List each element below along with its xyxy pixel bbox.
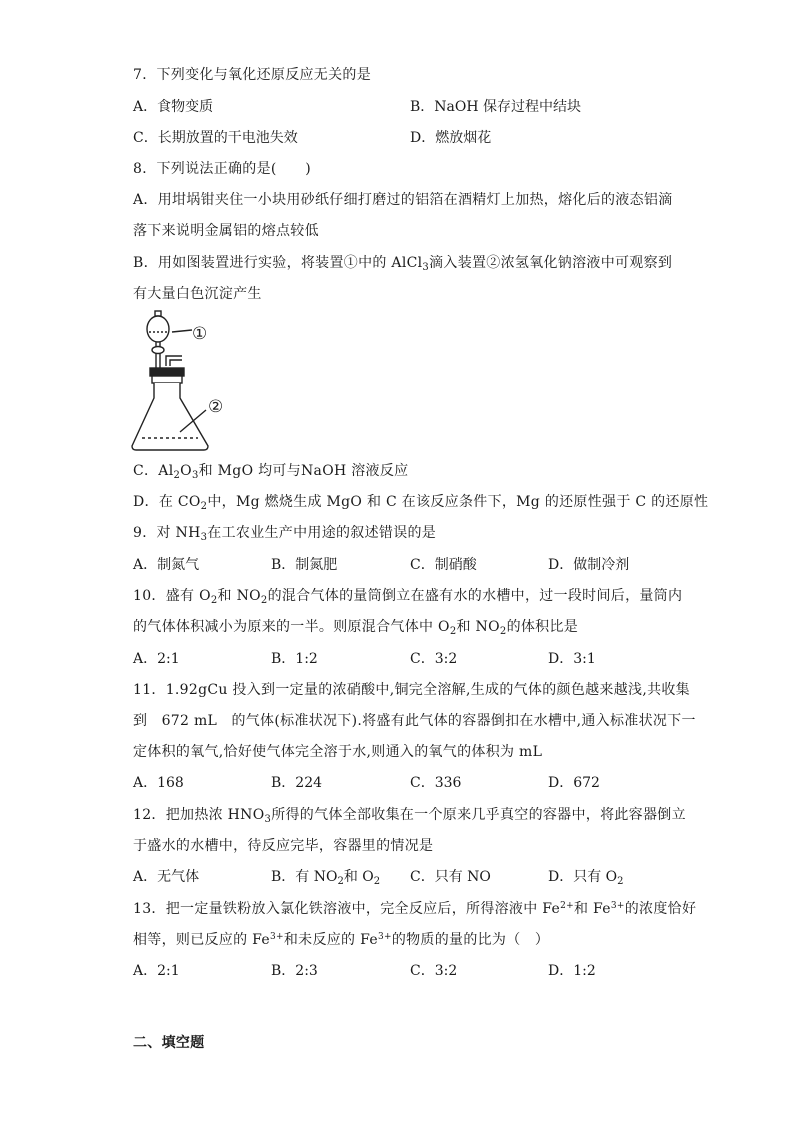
q11-option-c: C．336 [410,775,462,791]
q13-option-b: B．2:3 [271,963,318,979]
q8-option-c: C．$Al_2O_3$和 MgO 均可与NaOH 溶液反应 [133,463,409,481]
q11-stem-line3: 定体积的氧气,恰好使气体完全溶于水,则通入的氧气的体积为 mL [133,744,543,760]
q11-stem-line2: 到 672 mL 的气体(标准状况下).将盛有此气体的容器倒扣在水槽中,通入标准状况下一 [133,713,696,729]
section-heading: 二、填空题 [133,1035,205,1051]
q10-option-a: A．2:1 [133,651,180,667]
q10-option-c: C．3:2 [410,651,458,667]
q10-option-b: B．1:2 [271,651,318,667]
q9-option-d: D．做制冷剂 [548,557,630,573]
figure-label-2: ② [208,397,224,417]
q12-option-c: C．只有 NO [410,869,491,885]
q9-stem: 9．对 $NH_3$在工农业生产中用途的叙述错误的是 [133,525,437,543]
q10-option-d: D．3:1 [548,651,596,667]
q11-option-a: A．168 [133,775,184,791]
q12-stem-line1: 12．把加热浓 $HNO_3$所得的气体全部收集在一个原来几乎真空的容器中，将此容器倒立 [133,807,686,825]
stopcock [152,347,164,354]
q11-option-d: D．672 [548,775,600,791]
q12-stem-line2: 于盛水的水槽中，待反应完毕，容器里的情况是 [133,838,434,854]
q8-option-d: D．在 $CO_2$中，Mg 燃烧生成 MgO 和 C 在该反应条件下，Mg 的还原性强于 C 的还原性 [133,494,709,512]
conical-flask [132,383,208,450]
flask-stopper [150,368,184,376]
q8-option-b-line2: 有大量白色沉淀产生 [133,286,262,302]
q13-stem-line1: 13．把一定量铁粉放入氯化铁溶液中，完全反应后，所得溶液中 $Fe^{2+}$和 $Fe^{3+}$的浓度恰好 [133,901,697,917]
q7-stem: 7．下列变化与氧化还原反应无关的是 [133,67,372,83]
leader-line-1 [172,330,192,332]
q11-stem-line1: 11．1.92gCu 投入到一定量的浓硝酸中,铜完全溶解,生成的气体的颜色越来越浅,共收集 [133,682,690,698]
q8-option-a-line1: A．用坩埚钳夹住一小块用砂纸仔细打磨过的铝箔在酒精灯上加热，熔化后的液态铝滴 [133,192,673,208]
figure-label-1: ① [192,324,208,344]
q7-option-b: B．NaOH 保存过程中结块 [410,99,582,115]
q10-stem-line1: 10．盛有 $O_2$和 $NO_2$的混合气体的量筒倒立在盛有水的水槽中，过一段时间后，量筒内 [133,588,683,606]
q11-option-b: B．224 [271,775,323,791]
q9-option-b: B．制氮肥 [271,557,338,573]
q9-option-c: C．制硝酸 [410,557,477,573]
q13-option-a: A．2:1 [133,963,180,979]
q13-option-c: C．3:2 [410,963,458,979]
funnel-bulb [147,316,169,342]
funnel-stopper [155,311,161,316]
q7-option-c: C．长期放置的干电池失效 [133,130,298,146]
q9-option-a: A．制氮气 [133,557,200,573]
apparatus-figure [128,308,248,458]
q12-option-b: B．有 $NO_2$和 $O_2$ [271,869,381,887]
q12-option-a: A．无气体 [133,869,200,885]
q7-option-d: D．燃放烟花 [410,130,492,146]
q8-stem: 8．下列说法正确的是( ) [133,161,312,177]
q8-option-a-line2: 落下来说明金属铝的熔点较低 [133,223,319,239]
q13-option-d: D．1:2 [548,963,596,979]
q13-stem-line2: 相等，则已反应的 $Fe^{3+}$和未反应的 $Fe^{3+}$的物质的量的比为（ ） [133,932,550,948]
q7-option-a: A．食物变质 [133,99,214,115]
q8-option-b-line1: B．用如图装置进行实验，将装置①中的 AlCl$_3$滴入装置②浓氢氧化钠溶液中可观察到 [133,255,673,273]
q10-stem-line2: 的气体体积减小为原来的一半。则原混合气体中 $O_2$和 $NO_2$的体积比是 [133,619,579,637]
q12-option-d: D．只有 $O_2$ [548,869,624,887]
